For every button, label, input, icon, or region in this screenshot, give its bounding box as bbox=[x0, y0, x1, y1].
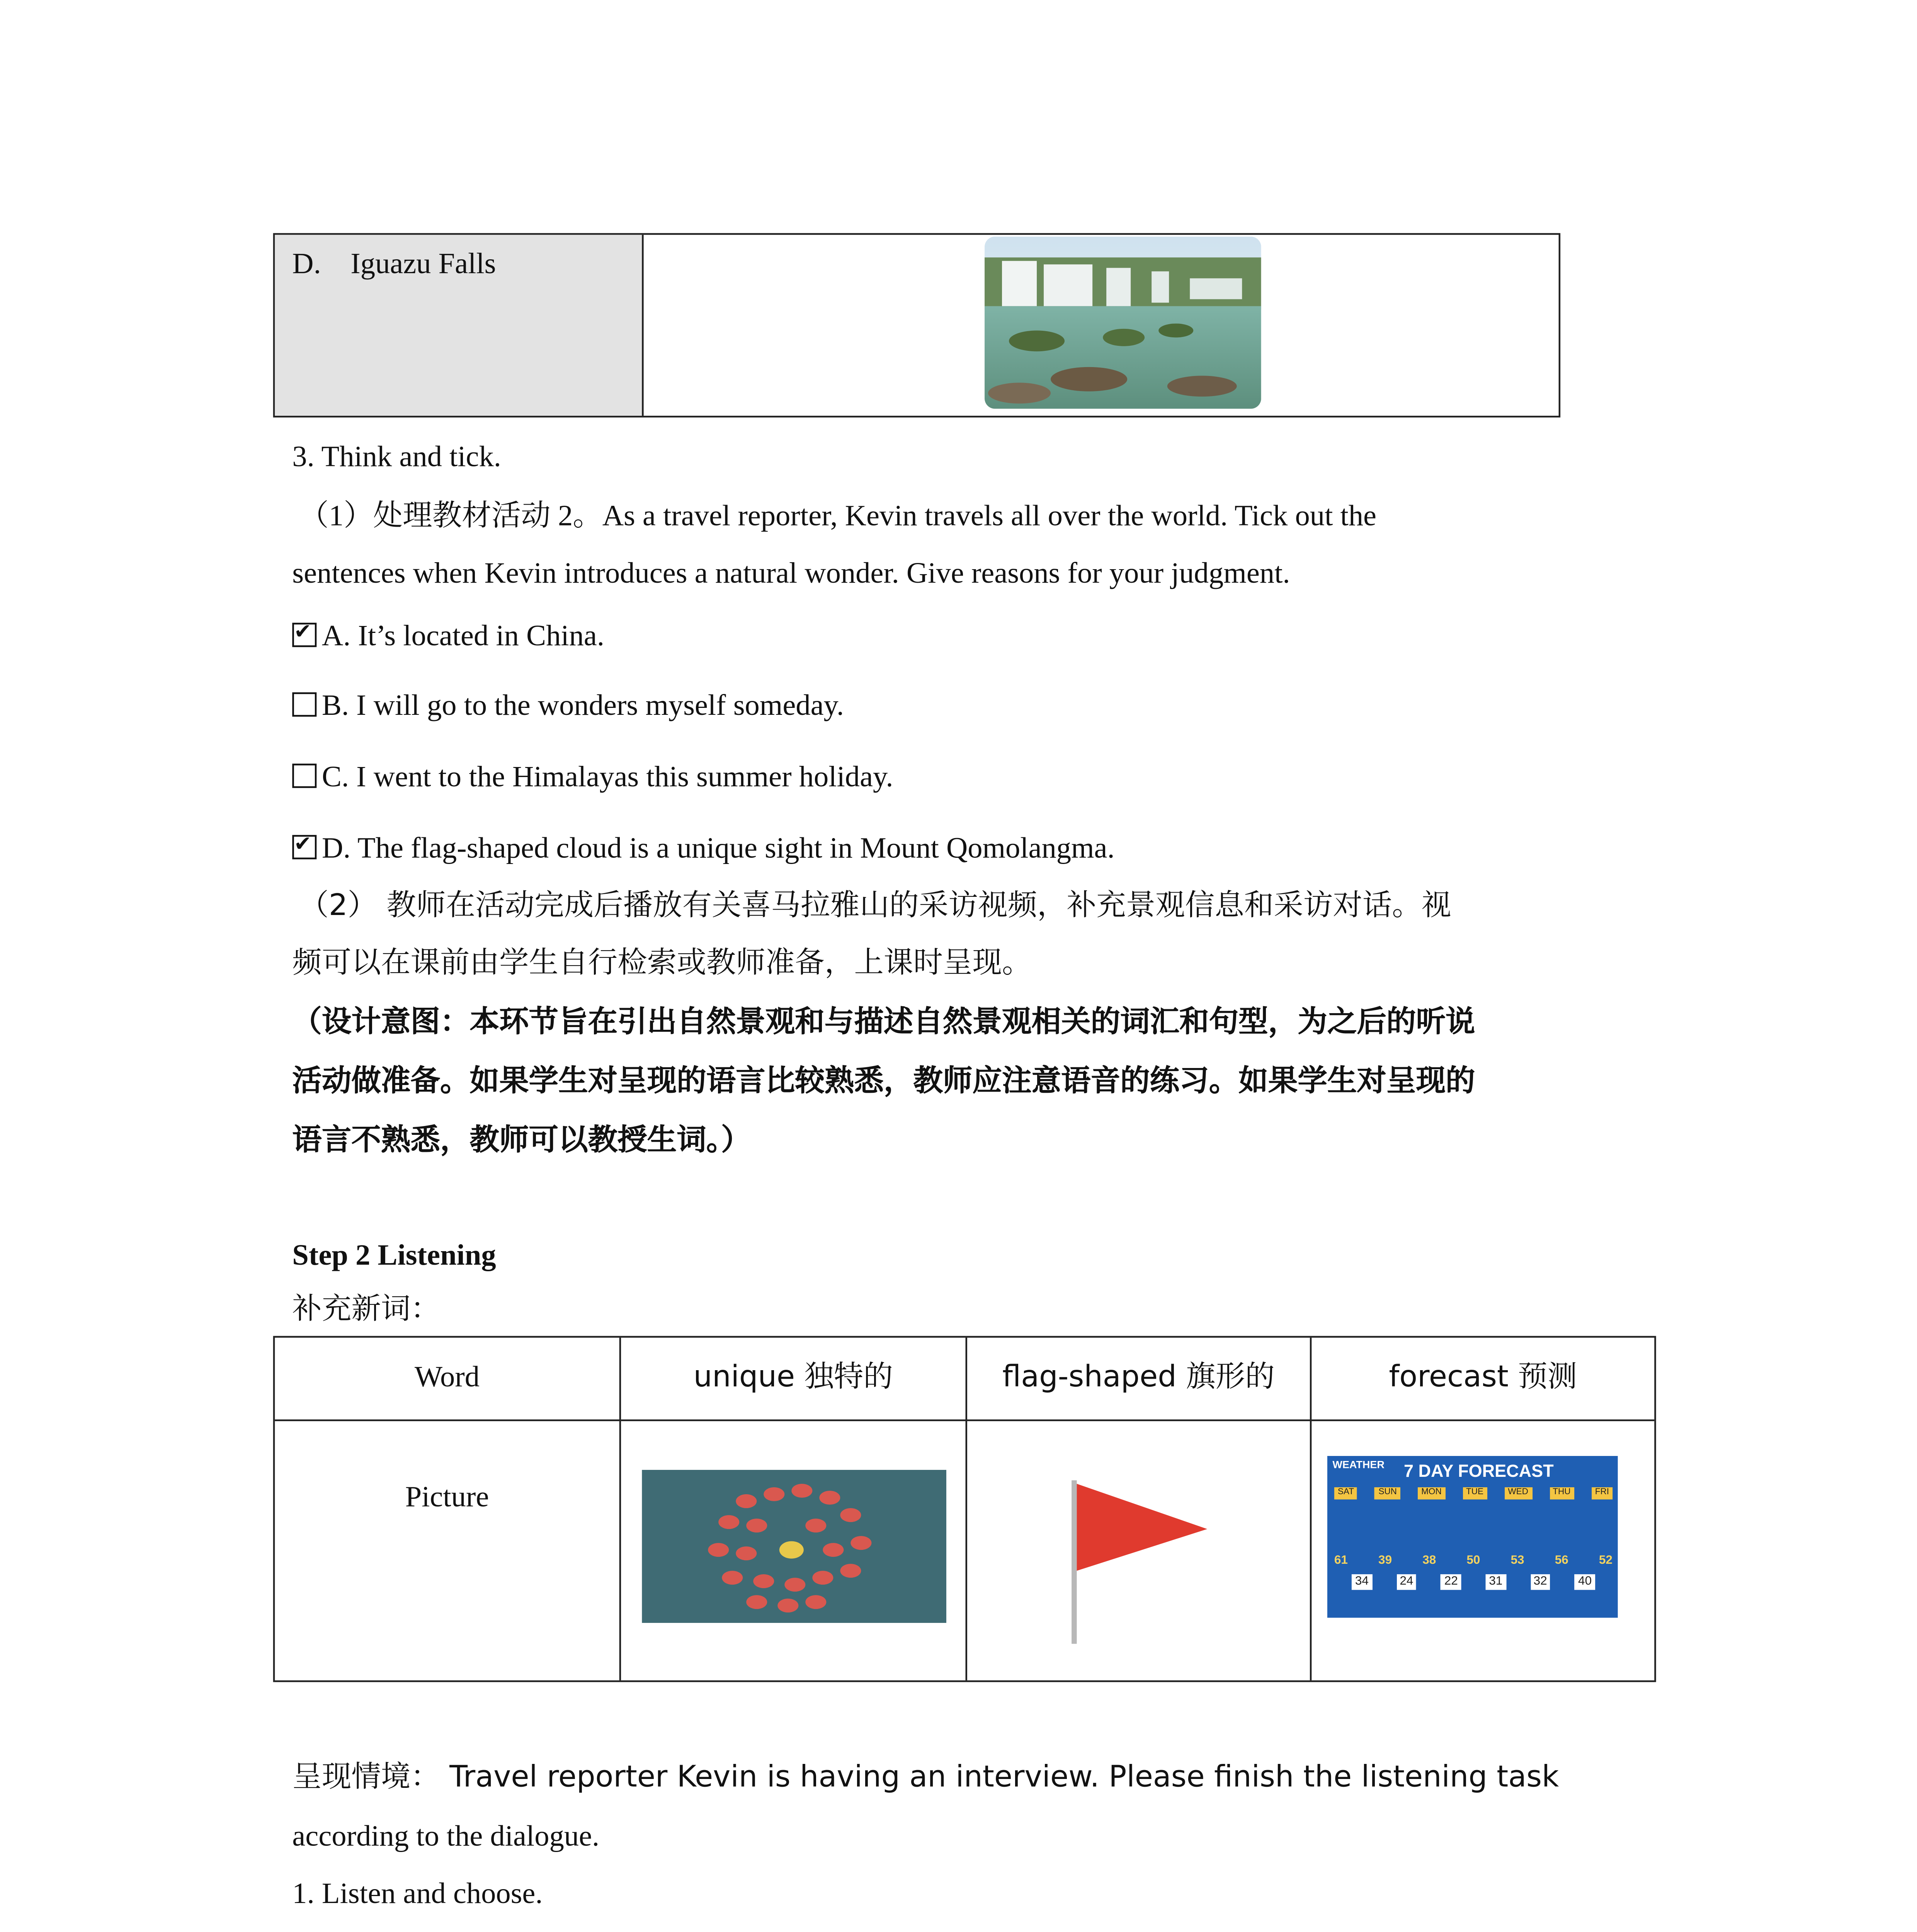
context-line1: 呈现情境： Travel reporter Kevin is having an interview. Please finish the listening task bbox=[292, 1760, 1559, 1795]
option-d-text: D. The flag-shaped cloud is a unique sight in Mount Qomolangma. bbox=[321, 831, 1115, 865]
option-table bbox=[273, 233, 1560, 417]
forecast-high: 52 bbox=[1599, 1555, 1613, 1568]
unique-image-cell bbox=[621, 1421, 967, 1680]
forecast-highs bbox=[1334, 1553, 1613, 1570]
vocab-table bbox=[273, 1336, 1656, 1682]
forecast-high: 50 bbox=[1466, 1555, 1480, 1568]
option-b[interactable] bbox=[292, 687, 844, 727]
option-b-text: B. I will go to the wonders myself someday. bbox=[321, 689, 844, 722]
vocab-picture-label: Picture bbox=[405, 1480, 489, 1514]
option-label: D. Iguazu Falls bbox=[292, 247, 496, 280]
section3-heading: 3. Think and tick. bbox=[292, 440, 501, 473]
forecast-low: 40 bbox=[1575, 1574, 1595, 1590]
empty-checkbox-icon[interactable] bbox=[292, 764, 316, 788]
forecast-image bbox=[1327, 1456, 1618, 1618]
forecast-day: SAT bbox=[1334, 1487, 1357, 1499]
vocab-header-flag-shaped: flag-shaped 旗形的 bbox=[967, 1338, 1311, 1421]
forecast-day: WED bbox=[1504, 1487, 1532, 1499]
forecast-high: 53 bbox=[1510, 1555, 1524, 1568]
forecast-day: THU bbox=[1549, 1487, 1574, 1499]
forecast-high: 38 bbox=[1422, 1555, 1436, 1568]
option-a-text: A. It’s located in China. bbox=[321, 619, 605, 653]
section3-p2-line1: （2） 教师在活动完成后播放有关喜马拉雅山的采访视频，补充景观信息和采访对话。视 bbox=[299, 889, 1451, 924]
iguazu-falls-image bbox=[985, 236, 1261, 409]
forecast-day: TUE bbox=[1463, 1487, 1487, 1499]
forecast-day: FRI bbox=[1592, 1487, 1613, 1499]
forecast-low: 34 bbox=[1352, 1574, 1372, 1590]
forecast-day: MON bbox=[1418, 1487, 1445, 1499]
design-intent-line3: 语言不熟悉，教师可以教授生词。） bbox=[292, 1124, 751, 1159]
forecast-days bbox=[1334, 1487, 1613, 1499]
option-c[interactable] bbox=[292, 759, 893, 798]
unique-fish-image bbox=[642, 1470, 946, 1623]
context-line2: according to the dialogue. bbox=[292, 1819, 600, 1853]
vocab-picture-label-cell bbox=[275, 1421, 621, 1680]
forecast-high: 56 bbox=[1555, 1555, 1568, 1568]
forecast-brand: WEATHER bbox=[1332, 1461, 1385, 1472]
forecast-low: 24 bbox=[1396, 1574, 1417, 1590]
vocab-header-forecast: forecast 预测 bbox=[1311, 1338, 1654, 1421]
forecast-low: 32 bbox=[1530, 1574, 1551, 1590]
design-intent-line1: （设计意图：本环节旨在引出自然景观和与描述自然景观相关的词汇和句型，为之后的听说 bbox=[292, 1005, 1475, 1041]
section3-p2-line2: 频可以在课前由学生自行检索或教师准备，上课时呈现。 bbox=[292, 946, 1032, 981]
option-label-cell bbox=[275, 235, 643, 416]
forecast-lows bbox=[1352, 1574, 1595, 1590]
section3-p1-line2: sentences when Kevin introduces a natural wonder. Give reasons for your judgment. bbox=[292, 556, 1290, 590]
design-intent-line2: 活动做准备。如果学生对呈现的语言比较熟悉，教师应注意语音的练习。如果学生对呈现的 bbox=[292, 1065, 1475, 1100]
forecast-image-cell bbox=[1311, 1421, 1654, 1680]
task1-heading: 1. Listen and choose. bbox=[292, 1877, 543, 1910]
new-words-label: 补充新词： bbox=[292, 1292, 440, 1327]
step2-heading: Step 2 Listening bbox=[292, 1238, 496, 1272]
checked-checkbox-icon[interactable] bbox=[292, 835, 316, 859]
forecast-high: 39 bbox=[1378, 1555, 1392, 1568]
forecast-title: 7 DAY FORECAST bbox=[1403, 1463, 1554, 1482]
vocab-header-unique: unique 独特的 bbox=[621, 1338, 967, 1421]
option-a[interactable] bbox=[292, 617, 604, 657]
vocab-header-word: Word bbox=[275, 1338, 621, 1421]
forecast-day: SUN bbox=[1375, 1487, 1400, 1499]
flag-image-cell bbox=[967, 1421, 1311, 1680]
red-flag-icon bbox=[1037, 1473, 1228, 1647]
forecast-high: 61 bbox=[1334, 1555, 1348, 1568]
empty-checkbox-icon[interactable] bbox=[292, 692, 316, 717]
forecast-low: 31 bbox=[1485, 1574, 1506, 1590]
checked-checkbox-icon[interactable] bbox=[292, 623, 316, 647]
option-c-text: C. I went to the Himalayas this summer holiday. bbox=[321, 760, 893, 793]
forecast-low: 22 bbox=[1441, 1574, 1461, 1590]
section3-p1-line1: （1）处理教材活动 2。As a travel reporter, Kevin travels all over the world. Tick out the bbox=[299, 499, 1376, 532]
option-d[interactable] bbox=[292, 830, 1114, 869]
